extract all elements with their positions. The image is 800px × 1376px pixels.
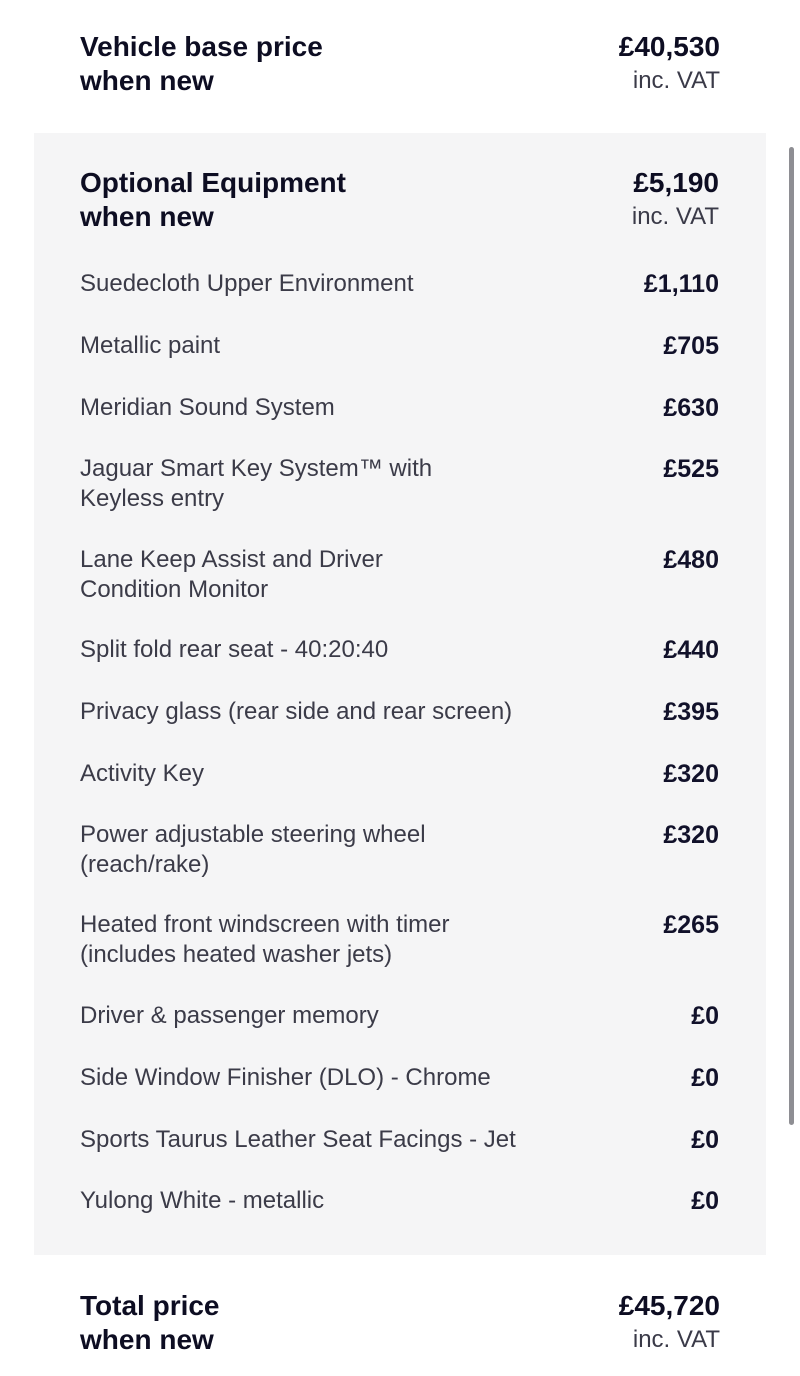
base-price-amount: £40,530: [618, 31, 720, 62]
option-label: Power adjustable steering wheel (reach/rake): [80, 821, 426, 878]
option-price: £525: [663, 455, 719, 483]
option-label: Jaguar Smart Key System™ with Keyless entry: [80, 455, 433, 512]
optional-equipment-panel: [34, 133, 766, 1255]
optional-equipment-vat-note: inc. VAT: [631, 203, 719, 230]
vertical-scrollbar[interactable]: [789, 147, 794, 1125]
option-price: £265: [663, 911, 719, 939]
total-price-section: [80, 1289, 720, 1357]
option-item: [80, 454, 719, 514]
option-item: [80, 1001, 719, 1031]
option-item: [80, 635, 719, 665]
option-label: Privacy glass (rear side and rear screen): [80, 698, 513, 725]
optional-equipment-title: Optional Equipment when new: [80, 167, 346, 232]
option-price: £480: [663, 546, 719, 574]
option-label: Heated front windscreen with timer (includes heated washer jets): [80, 911, 450, 968]
option-item: [80, 1125, 719, 1155]
option-item: [80, 697, 719, 727]
option-price: £705: [663, 332, 719, 360]
option-price: £440: [663, 636, 719, 664]
total-price-vat-note: inc. VAT: [632, 1326, 720, 1353]
optional-equipment-value: [632, 166, 719, 232]
option-item: [80, 910, 719, 970]
option-item: [80, 269, 719, 299]
total-price-title: Total price when new: [80, 1290, 220, 1355]
option-item: [80, 545, 719, 605]
option-label: Yulong White - metallic: [80, 1187, 325, 1214]
total-price-amount: £45,720: [618, 1290, 720, 1321]
optional-equipment-amount: £5,190: [633, 167, 719, 198]
option-price: £0: [691, 1187, 719, 1215]
option-item: [80, 1186, 719, 1216]
base-price-vat-note: inc. VAT: [632, 67, 720, 94]
optional-equipment-header: [80, 166, 719, 234]
base-price-value: [619, 30, 720, 96]
option-label: Meridian Sound System: [80, 394, 335, 421]
base-price-section: [80, 30, 720, 98]
base-price-title: Vehicle base price when new: [80, 31, 323, 96]
option-price: £0: [691, 1002, 719, 1030]
option-label: Split fold rear seat - 40:20:40: [80, 636, 389, 663]
option-item: [80, 759, 719, 789]
option-label: Side Window Finisher (DLO) - Chrome: [80, 1064, 491, 1091]
option-label: Activity Key: [80, 760, 205, 787]
option-item: [80, 393, 719, 423]
option-item: [80, 820, 719, 880]
option-label: Driver & passenger memory: [80, 1002, 379, 1029]
option-price: £630: [663, 394, 719, 422]
option-label: Sports Taurus Leather Seat Facings - Jet: [80, 1126, 516, 1153]
option-label: Metallic paint: [80, 332, 221, 359]
option-price: £395: [663, 698, 719, 726]
option-label: Suedecloth Upper Environment: [80, 270, 414, 297]
option-price: £0: [691, 1064, 719, 1092]
option-item: [80, 1063, 719, 1093]
option-label: Lane Keep Assist and Driver Condition Monitor: [80, 546, 383, 603]
total-price-value: [619, 1289, 720, 1355]
option-item: [80, 331, 719, 361]
option-price: £320: [663, 760, 719, 788]
option-price: £1,110: [643, 270, 719, 298]
option-price: £0: [691, 1126, 719, 1154]
option-price: £320: [663, 821, 719, 849]
